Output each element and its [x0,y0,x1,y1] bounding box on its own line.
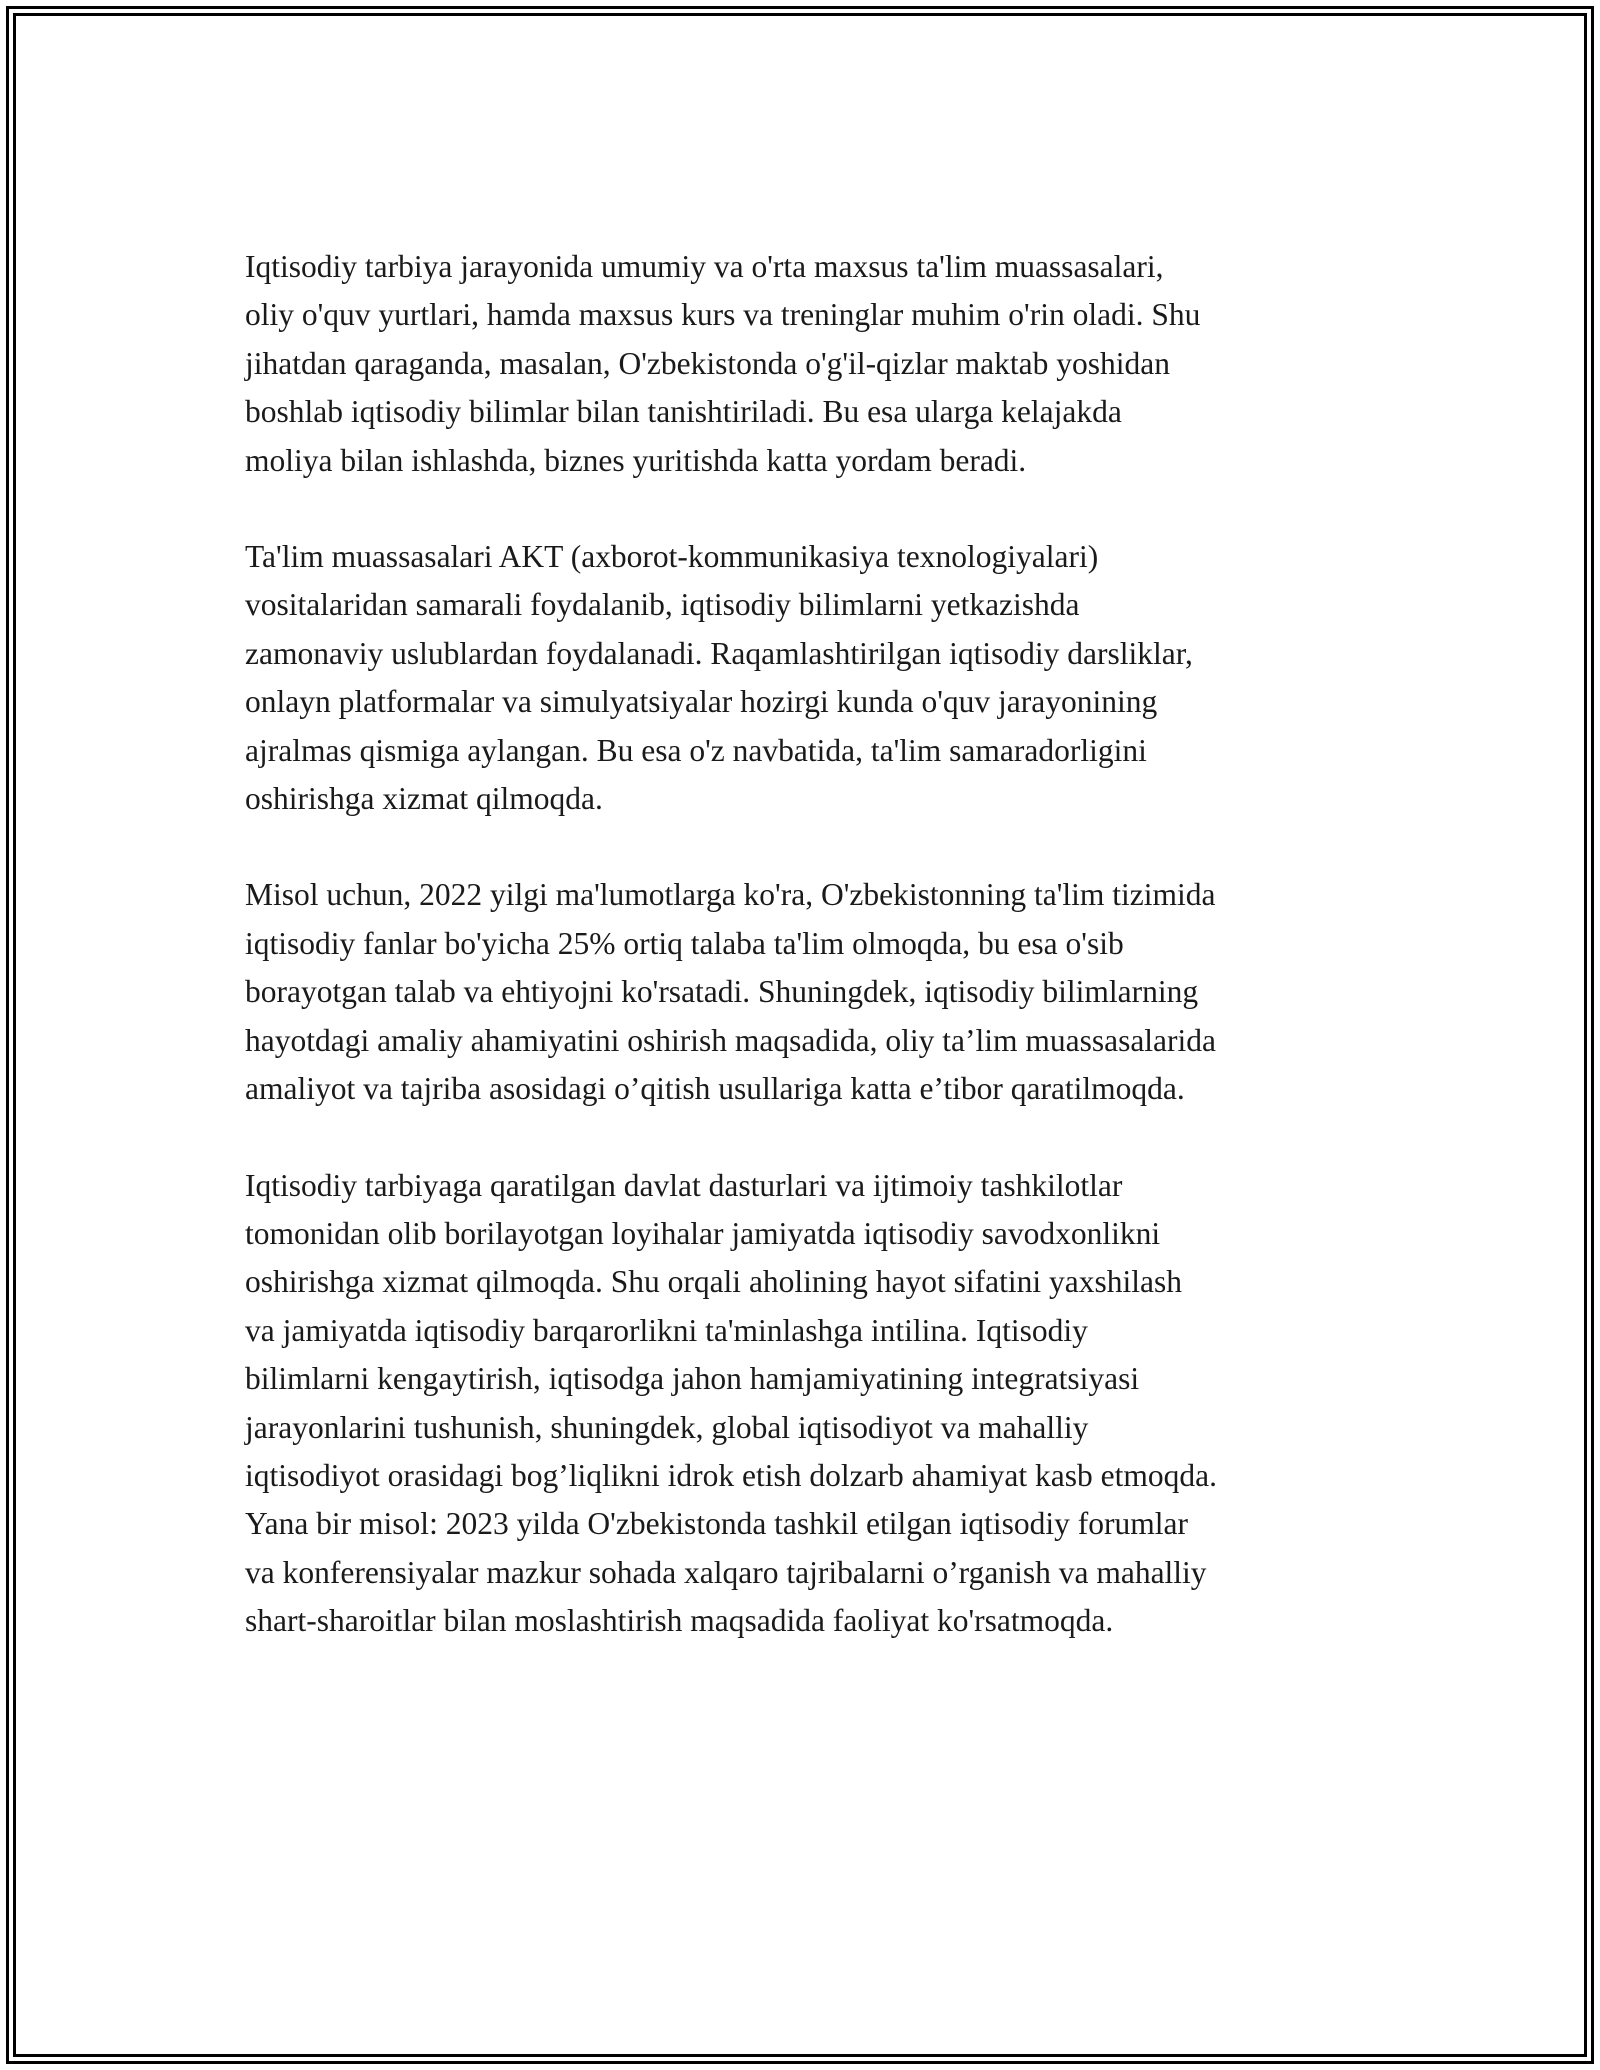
text-line: borayotgan talab va ehtiyojni ko'rsatadi. Shuningdek, iqtisodiy bilimlarning [245,974,1199,1010]
text-line: vositalaridan samarali foydalanib, iqtisodiy bilimlarni yetkazishda [245,587,1080,623]
text-line: va konferensiyalar mazkur sohada xalqaro tajribalarni o’rganish va mahalliy [245,1554,1207,1590]
paragraph-1 [245,243,1395,485]
text-line: Yana bir misol: 2023 yilda O'zbekistonda tashkil etilgan iqtisodiy forumlar [245,1506,1188,1542]
text-line: jihatdan qaraganda, masalan, O'zbekistonda o'g'il-qizlar maktab yoshidan [245,345,1170,381]
text-line: Iqtisodiy tarbiyaga qaratilgan davlat dasturlari va ijtimoiy tashkilotlar [245,1167,1123,1203]
text-line: va jamiyatda iqtisodiy barqarorlikni ta'minlashga intilina. Iqtisodiy [245,1312,1088,1348]
text-line: iqtisodiy fanlar bo'yicha 25% ortiq talaba ta'lim olmoqda, bu esa o'sib [245,925,1124,961]
text-line: boshlab iqtisodiy bilimlar bilan tanishtiriladi. Bu esa ularga kelajakda [245,394,1122,430]
text-line: zamonaviy uslublardan foydalanadi. Raqamlashtirilgan iqtisodiy darsliklar, [245,635,1193,671]
text-line: bilimlarni kengaytirish, iqtisodga jahon hamjamiyatining integratsiyasi [245,1361,1140,1397]
page-border [6,6,1594,2064]
paragraph-4 [245,1162,1395,1646]
text-line: shart-sharoitlar bilan moslashtirish maqsadida faoliyat ko'rsatmoqda. [245,1603,1114,1639]
text-line: Ta'lim muassasalari AKT (axborot-kommunikasiya texnologiyalari) [245,539,1099,575]
text-line: ajralmas qismiga aylangan. Bu esa o'z navbatida, ta'lim samaradorligini [245,732,1147,768]
text-line: onlayn platformalar va simulyatsiyalar hozirgi kunda o'quv jarayonining [245,684,1158,720]
text-line: iqtisodiyot orasidagi bog’liqlikni idrok etish dolzarb ahamiyat kasb etmoqda. [245,1457,1217,1493]
text-line: oshirishga xizmat qilmoqda. [245,781,603,817]
document-body [245,243,1395,1694]
paragraph-3 [245,871,1395,1113]
text-line: oliy o'quv yurtlari, hamda maxsus kurs va treninglar muhim o'rin oladi. Shu [245,297,1201,333]
text-line: tomonidan olib borilayotgan loyihalar jamiyatda iqtisodiy savodxonlikni [245,1215,1161,1251]
text-line: Misol uchun, 2022 yilgi ma'lumotlarga ko'ra, O'zbekistonning ta'lim tizimida [245,877,1216,913]
text-line: oshirishga xizmat qilmoqda. Shu orqali aholining hayot sifatini yaxshilash [245,1264,1183,1300]
text-line: Iqtisodiy tarbiya jarayonida umumiy va o'rta maxsus ta'lim muassasalari, [245,249,1164,284]
text-line: hayotdagi amaliy ahamiyatini oshirish maqsadida, oliy ta’lim muassasalarida [245,1022,1217,1058]
text-line: jarayonlarini tushunish, shuningdek, global iqtisodiyot va mahalliy [245,1409,1089,1445]
paragraph-2 [245,533,1395,823]
text-line: moliya bilan ishlashda, biznes yuritishda katta yordam beradi. [245,442,1027,478]
text-line: amaliyot va tajriba asosidagi o’qitish usullariga katta e’tibor qaratilmoqda. [245,1071,1185,1107]
